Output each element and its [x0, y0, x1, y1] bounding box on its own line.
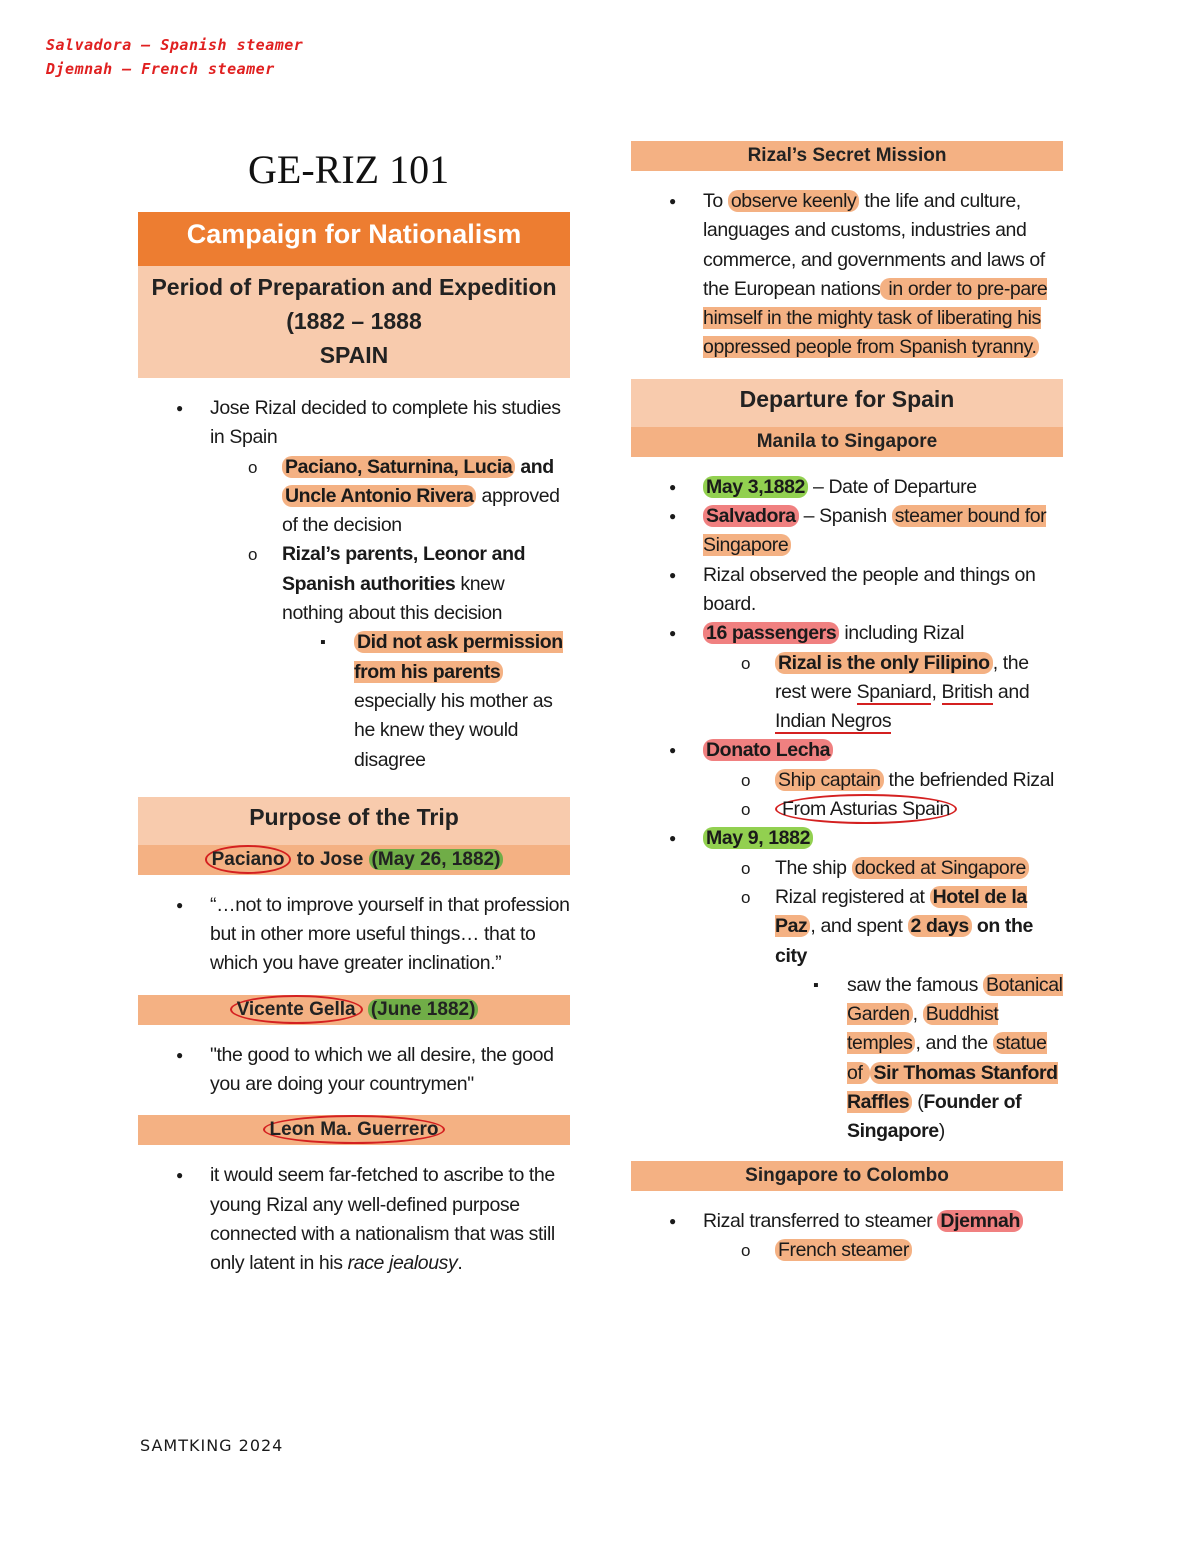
leon-heading: Leon Ma. Guerrero — [138, 1115, 570, 1145]
decision-list — [138, 394, 570, 775]
list-item: ● Jose Rizal decided to complete his studies in Spain o Paciano, Saturnina, Lucia and Uncle Antonio Rivera approved of the decision o Rizal’s parents, Leonor and Spanish authorities knew nothing about this decision ▪ Did not ask permission from his parents especially his mother as he knew they would disagree — [138, 394, 570, 775]
document-title: GE-RIZ 101 — [248, 147, 450, 192]
list-item: ▪ Did not ask permission from his parents especially his mother as he knew they would disagree — [282, 628, 570, 774]
list-item: ● “…not to improve yourself in that profession but in other more useful things… that to which you have greater inclination.” — [138, 891, 570, 979]
period-heading — [138, 266, 570, 378]
purpose-heading: Purpose of the Trip — [138, 797, 570, 845]
period-line-2: (1882 – 1888 — [286, 308, 422, 334]
handwritten-note-1: Salvadora — Spanish steamer — [46, 36, 304, 54]
list-item: o French steamer — [703, 1236, 1063, 1265]
vicente-heading: Vicente Gella (June 1882) — [138, 995, 570, 1025]
list-item: o Rizal registered at Hotel de la Paz , and spent 2 days on the city ▪ saw the famous Botanical Garden , Buddhist temples , and the statue of Sir Thomas Stanford Raffles (Founder of Singapore) — [703, 883, 1063, 1147]
list-item: o Ship captain the befriended Rizal — [703, 766, 1063, 795]
list-item: ● To observe keenly the life and culture, languages and customs, industries and commerce, and governments and laws of the European nations in order to pre-pare himself in the mighty task of liberating his oppressed people from Spanish tyranny. — [631, 187, 1063, 363]
departure-heading: Departure for Spain — [631, 379, 1063, 427]
list-item: o Paciano, Saturnina, Lucia and Uncle Antonio Rivera approved of the decision — [210, 453, 570, 541]
leon-quote-list — [138, 1161, 570, 1278]
departure-list — [631, 473, 1063, 1147]
colombo-list — [631, 1207, 1063, 1266]
list-item: ● it would seem far-fetched to ascribe to the young Rizal any well-defined purpose connected with a nationalism that was still only latent in his race jealousy. — [138, 1161, 570, 1278]
list-item: ● Donato Lecha o Ship captain the befriended Rizal o From Asturias Spain — [631, 736, 1063, 824]
period-line-1: Period of Preparation and Expedition — [151, 274, 557, 300]
list-item: ● Rizal transferred to steamer Djemnah o French steamer — [631, 1207, 1063, 1266]
list-item: ● Salvadora – Spanish steamer bound for Singapore — [631, 502, 1063, 561]
paciano-quote-list — [138, 891, 570, 979]
manila-heading: Manila to Singapore — [631, 427, 1063, 457]
list-item: ▪ saw the famous Botanical Garden , Buddhist temples , and the statue of Sir Thomas Stanford Raffles (Founder of Singapore) — [775, 971, 1063, 1147]
list-item: ● May 3,1882 – Date of Departure — [631, 473, 1063, 502]
colombo-heading: Singapore to Colombo — [631, 1161, 1063, 1191]
list-item: o Rizal is the only Filipino , the rest were Spaniard, British and Indian Negros — [703, 649, 1063, 737]
vicente-quote-list — [138, 1041, 570, 1100]
period-line-3: SPAIN — [319, 342, 389, 368]
list-item: o Rizal’s parents, Leonor and Spanish authorities knew nothing about this decision ▪ Did not ask permission from his parents especially his mother as he knew they would disagree — [210, 540, 570, 774]
list-item: o The ship docked at Singapore — [703, 854, 1063, 883]
list-item: ● 16 passengers including Rizal o Rizal is the only Filipino , the rest were Spaniard, British and Indian Negros — [631, 619, 1063, 736]
campaign-heading: Campaign for Nationalism — [138, 212, 570, 266]
handwritten-note-2: Djemnah — French steamer — [46, 60, 275, 78]
list-item: ● Rizal observed the people and things on board. — [631, 561, 1063, 620]
list-item: ● May 9, 1882 o The ship docked at Singapore o Rizal registered at Hotel de la Paz , and spent 2 days on the city ▪ saw the famous Botanical Garden , Buddhist temples , and the statue of Sir Thomas Stanford Raffles (Founder of Singapore) — [631, 824, 1063, 1146]
list-item: o From Asturias Spain — [703, 795, 1063, 824]
left-column — [138, 212, 570, 1279]
right-column — [631, 141, 1063, 1265]
paciano-heading: Paciano to Jose (May 26, 1882) — [138, 845, 570, 875]
mission-list — [631, 187, 1063, 363]
mission-heading: Rizal’s Secret Mission — [631, 141, 1063, 171]
footer-text: SAMTKING 2024 — [140, 1436, 284, 1455]
list-item: ● "the good to which we all desire, the good you are doing your countrymen" — [138, 1041, 570, 1100]
